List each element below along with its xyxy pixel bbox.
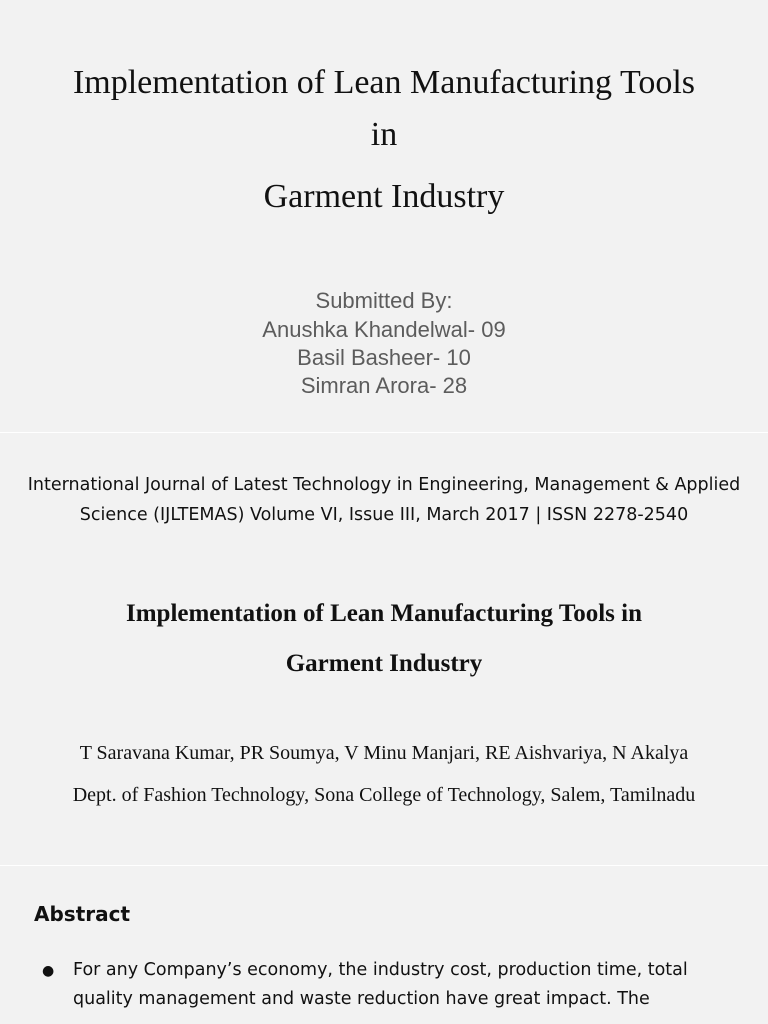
journal-line-1: International Journal of Latest Technology in Engineering, Management & Applied [27, 475, 741, 495]
cover-title-line-3: Garment Industry [263, 178, 505, 215]
cover-slide [0, 0, 768, 432]
abstract-text-line-2: quality management and waste reduction have great impact. The [73, 989, 650, 1009]
journal-line-2: Science (IJLTEMAS) Volume VI, Issue III, March 2017 | ISSN 2278-2540 [79, 505, 689, 525]
paper-header-slide [0, 433, 768, 865]
paper-affiliation: Dept. of Fashion Technology, Sona College of Technology, Salem, Tamilnadu [72, 784, 696, 806]
abstract-slide [0, 866, 768, 1024]
cover-title-line-2: in [370, 116, 398, 153]
member-name: Anushka Khandelwal- 09 [262, 317, 506, 342]
paper-authors: T Saravana Kumar, PR Soumya, V Minu Manjari, RE Aishvariya, N Akalya [79, 742, 689, 764]
abstract-heading: Abstract [34, 902, 131, 926]
abstract-text-line-1: For any Company’s economy, the industry cost, production time, total [73, 960, 688, 980]
submitted-by-label: Submitted By: [315, 288, 453, 313]
member-name: Simran Arora- 28 [300, 373, 468, 398]
paper-title-line-2: Garment Industry [285, 650, 483, 677]
cover-title-line-1: Implementation of Lean Manufacturing Tools [72, 64, 696, 101]
member-name: Basil Basheer- 10 [297, 345, 471, 370]
paper-title-line-1: Implementation of Lean Manufacturing Tools in [125, 600, 643, 627]
bullet-icon: ● [42, 963, 55, 979]
